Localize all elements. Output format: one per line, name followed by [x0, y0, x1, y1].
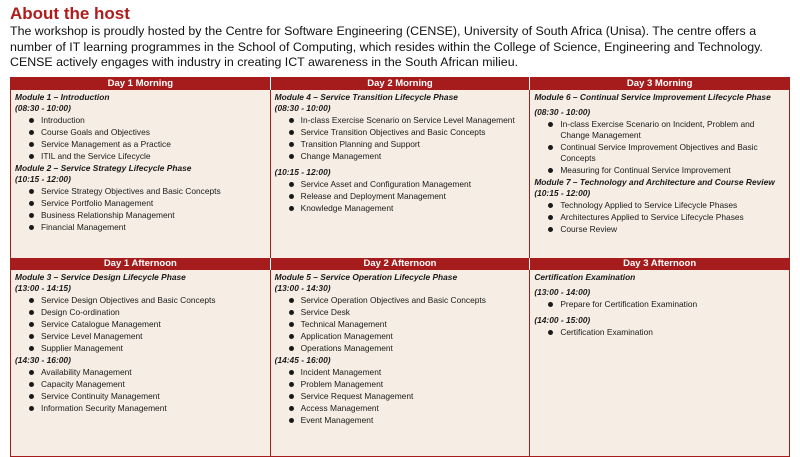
topic-label: Business Relationship Management — [41, 209, 175, 220]
topic-item — [41, 210, 266, 221]
bullet-icon — [289, 346, 294, 351]
topic-label: Transition Planning and Support — [300, 138, 420, 149]
bullet-icon — [29, 201, 34, 206]
topic-item — [41, 198, 266, 209]
morning-row — [11, 90, 790, 258]
afternoon-row — [11, 270, 790, 457]
topic-label: Release and Deployment Management — [300, 190, 446, 201]
bullet-icon — [29, 310, 34, 315]
cell-day3-afternoon — [530, 270, 790, 457]
topic-label: Supplier Management — [41, 342, 123, 353]
topic-item — [301, 415, 526, 426]
time-slot: (14:00 - 15:00) — [534, 314, 591, 325]
schedule-table — [10, 77, 790, 457]
bullet-icon — [289, 406, 294, 411]
topic-item — [41, 391, 266, 402]
cell-day3-morning — [530, 90, 790, 258]
time-slot: (10:15 - 12:00) — [534, 187, 591, 198]
topic-list — [15, 295, 266, 354]
topic-item — [41, 307, 266, 318]
bullet-icon — [29, 154, 34, 159]
bullet-icon — [548, 215, 553, 220]
topic-label: Availability Management — [41, 366, 132, 377]
header-day3-morning: Day 3 Morning — [530, 77, 790, 90]
topic-item — [560, 119, 785, 141]
topic-label: Incident Management — [300, 366, 382, 377]
bullet-icon — [289, 370, 294, 375]
topic-item — [560, 327, 785, 338]
topic-label: ITIL and the Service Lifecycle — [41, 150, 151, 161]
bullet-icon — [548, 302, 553, 307]
bullet-icon — [29, 118, 34, 123]
time-slot: (10:15 - 12:00) — [274, 166, 331, 177]
topic-item — [41, 367, 266, 378]
time-slot: (13:00 - 14:15) — [15, 282, 71, 293]
topic-item — [560, 200, 785, 211]
topic-label: Financial Management — [41, 221, 126, 232]
topic-item — [41, 115, 266, 126]
topic-label: Service Design Objectives and Basic Concepts — [41, 294, 216, 305]
bullet-icon — [289, 118, 294, 123]
topic-item — [560, 224, 785, 235]
topic-label: Service Catalogue Management — [41, 318, 161, 329]
bullet-icon — [548, 227, 553, 232]
bullet-icon — [548, 122, 553, 127]
topic-label: Operations Management — [300, 342, 393, 353]
topic-label: Information Security Management — [41, 402, 167, 413]
topic-label: Service Level Management — [41, 330, 143, 341]
topic-item — [301, 151, 526, 162]
topic-label: Service Portfolio Management — [41, 197, 154, 208]
bullet-icon — [289, 142, 294, 147]
header-day1-morning: Day 1 Morning — [11, 77, 271, 90]
bullet-icon — [289, 206, 294, 211]
bullet-icon — [289, 334, 294, 339]
topic-label: Service Desk — [300, 306, 350, 317]
bullet-icon — [289, 382, 294, 387]
topic-list — [275, 295, 526, 354]
topic-item — [301, 307, 526, 318]
topic-item — [41, 379, 266, 390]
topic-item — [41, 222, 266, 233]
bullet-icon — [548, 203, 553, 208]
topic-item — [41, 319, 266, 330]
topic-label: Event Management — [300, 414, 374, 425]
topic-item — [301, 127, 526, 138]
time-slot: (08:30 - 10:00) — [534, 106, 591, 117]
topic-item — [301, 391, 526, 402]
topic-list — [275, 367, 526, 426]
topic-label: Change Management — [300, 150, 382, 161]
bullet-icon — [29, 322, 34, 327]
topic-list — [275, 115, 526, 162]
bullet-icon — [29, 130, 34, 135]
topic-item — [301, 331, 526, 342]
topic-label: Knowledge Management — [300, 202, 394, 213]
topic-item — [301, 367, 526, 378]
topic-label: In-class Exercise Scenario on Incident, Problem and Change Management — [560, 118, 755, 140]
time-slot: (08:30 - 10:00) — [15, 102, 71, 113]
header-day2-morning: Day 2 Morning — [270, 77, 530, 90]
time-slot: (14:30 - 16:00) — [15, 354, 71, 365]
morning-header-row — [11, 77, 790, 90]
topic-item — [560, 165, 785, 176]
topic-label: Service Continuity Management — [41, 390, 160, 401]
topic-item — [301, 139, 526, 150]
time-slot: (14:45 - 16:00) — [274, 354, 331, 365]
topic-list — [534, 327, 785, 338]
topic-label: Capacity Management — [41, 378, 125, 389]
topic-label: Course Review — [560, 223, 618, 234]
module-title: Module 1 – Introduction — [15, 91, 110, 102]
topic-item — [41, 403, 266, 414]
topic-item — [301, 179, 526, 190]
topic-list — [534, 200, 785, 235]
bullet-icon — [29, 370, 34, 375]
bullet-icon — [289, 130, 294, 135]
header-day2-afternoon: Day 2 Afternoon — [270, 258, 530, 270]
topic-label: Service Operation Objectives and Basic Concepts — [300, 294, 486, 305]
header-day1-afternoon: Day 1 Afternoon — [11, 258, 271, 270]
afternoon-header-row — [11, 258, 790, 270]
topic-label: Application Management — [300, 330, 393, 341]
topic-list — [15, 186, 266, 233]
topic-item — [560, 299, 785, 310]
topic-label: Technology Applied to Service Lifecycle Phases — [560, 199, 738, 210]
cell-day2-morning — [270, 90, 530, 258]
bullet-icon — [29, 382, 34, 387]
topic-list — [534, 119, 785, 176]
topic-list — [275, 179, 526, 214]
bullet-icon — [289, 182, 294, 187]
topic-item — [41, 151, 266, 162]
bullet-icon — [548, 330, 553, 335]
topic-item — [301, 319, 526, 330]
topic-item — [560, 142, 785, 164]
bullet-icon — [29, 298, 34, 303]
module-title: Module 2 – Service Strategy Lifecycle Phase — [15, 162, 192, 173]
bullet-icon — [289, 298, 294, 303]
cell-day1-afternoon — [11, 270, 271, 457]
topic-label: Continual Service Improvement Objectives and Basic Concepts — [560, 141, 758, 163]
topic-label: Service Strategy Objectives and Basic Concepts — [41, 185, 221, 196]
bullet-icon — [289, 418, 294, 423]
bullet-icon — [289, 194, 294, 199]
module-title: Module 4 – Service Transition Lifecycle Phase — [274, 91, 458, 102]
topic-label: Service Management as a Practice — [41, 138, 171, 149]
topic-label: Problem Management — [300, 378, 384, 389]
topic-item — [41, 331, 266, 342]
bullet-icon — [548, 145, 553, 150]
time-slot: (10:15 - 12:00) — [15, 173, 71, 184]
topic-label: Design Co-ordination — [41, 306, 120, 317]
topic-label: Service Request Management — [300, 390, 414, 401]
topic-label: Architectures Applied to Service Lifecycle Phases — [560, 211, 744, 222]
time-slot: (13:00 - 14:00) — [534, 286, 591, 297]
bullet-icon — [29, 334, 34, 339]
topic-label: Measuring for Continual Service Improvement — [560, 164, 731, 175]
topic-list — [534, 299, 785, 310]
topic-item — [41, 186, 266, 197]
bullet-icon — [29, 142, 34, 147]
topic-label: Prepare for Certification Examination — [560, 298, 698, 309]
topic-list — [15, 115, 266, 162]
topic-label: Service Asset and Configuration Management — [300, 178, 472, 189]
bullet-icon — [29, 394, 34, 399]
module-title: Certification Examination — [534, 271, 636, 282]
bullet-icon — [29, 225, 34, 230]
topic-label: Certification Examination — [560, 326, 653, 337]
page-title: About the host — [10, 4, 130, 23]
bullet-icon — [29, 213, 34, 218]
topic-item — [301, 403, 526, 414]
header-day3-afternoon: Day 3 Afternoon — [530, 258, 790, 270]
topic-item — [301, 203, 526, 214]
bullet-icon — [29, 189, 34, 194]
topic-item — [301, 343, 526, 354]
module-title: Module 3 – Service Design Lifecycle Phase — [15, 271, 186, 282]
module-title: Module 7 – Technology and Architecture and Course Review — [534, 176, 775, 187]
bullet-icon — [289, 394, 294, 399]
time-slot: (08:30 - 10:00) — [274, 102, 331, 113]
bullet-icon — [289, 154, 294, 159]
topic-list — [15, 367, 266, 414]
topic-item — [301, 115, 526, 126]
topic-label: Course Goals and Objectives — [41, 126, 150, 137]
topic-item — [41, 127, 266, 138]
module-title: Module 5 – Service Operation Lifecycle Phase — [274, 271, 458, 282]
module-title: Module 6 – Continual Service Improvement Lifecycle Phase — [534, 91, 771, 102]
bullet-icon — [289, 322, 294, 327]
bullet-icon — [29, 346, 34, 351]
topic-item — [301, 295, 526, 306]
topic-label: Introduction — [41, 114, 85, 125]
topic-item — [301, 379, 526, 390]
topic-item — [41, 295, 266, 306]
topic-label: Technical Management — [300, 318, 387, 329]
time-slot: (13:00 - 14:30) — [274, 282, 331, 293]
bullet-icon — [289, 310, 294, 315]
topic-label: In-class Exercise Scenario on Service Level Management — [300, 114, 515, 125]
topic-item — [41, 139, 266, 150]
topic-item — [41, 343, 266, 354]
topic-label: Access Management — [300, 402, 379, 413]
cell-day2-afternoon — [270, 270, 530, 457]
intro-paragraph: The workshop is proudly hosted by the Centre for Software Engineering (CENSE), University of South Africa (Unisa). The centre offers a number of IT learning programmes in the School of Computing, which resides within the College of Science, Engineering and Technology. CENSE actively engages with industry in creating ICT awareness in the South African milieu. — [10, 24, 763, 69]
topic-item — [560, 212, 785, 223]
topic-label: Service Transition Objectives and Basic Concepts — [300, 126, 486, 137]
bullet-icon — [29, 406, 34, 411]
bullet-icon — [548, 168, 553, 173]
topic-item — [301, 191, 526, 202]
cell-day1-morning — [11, 90, 271, 258]
